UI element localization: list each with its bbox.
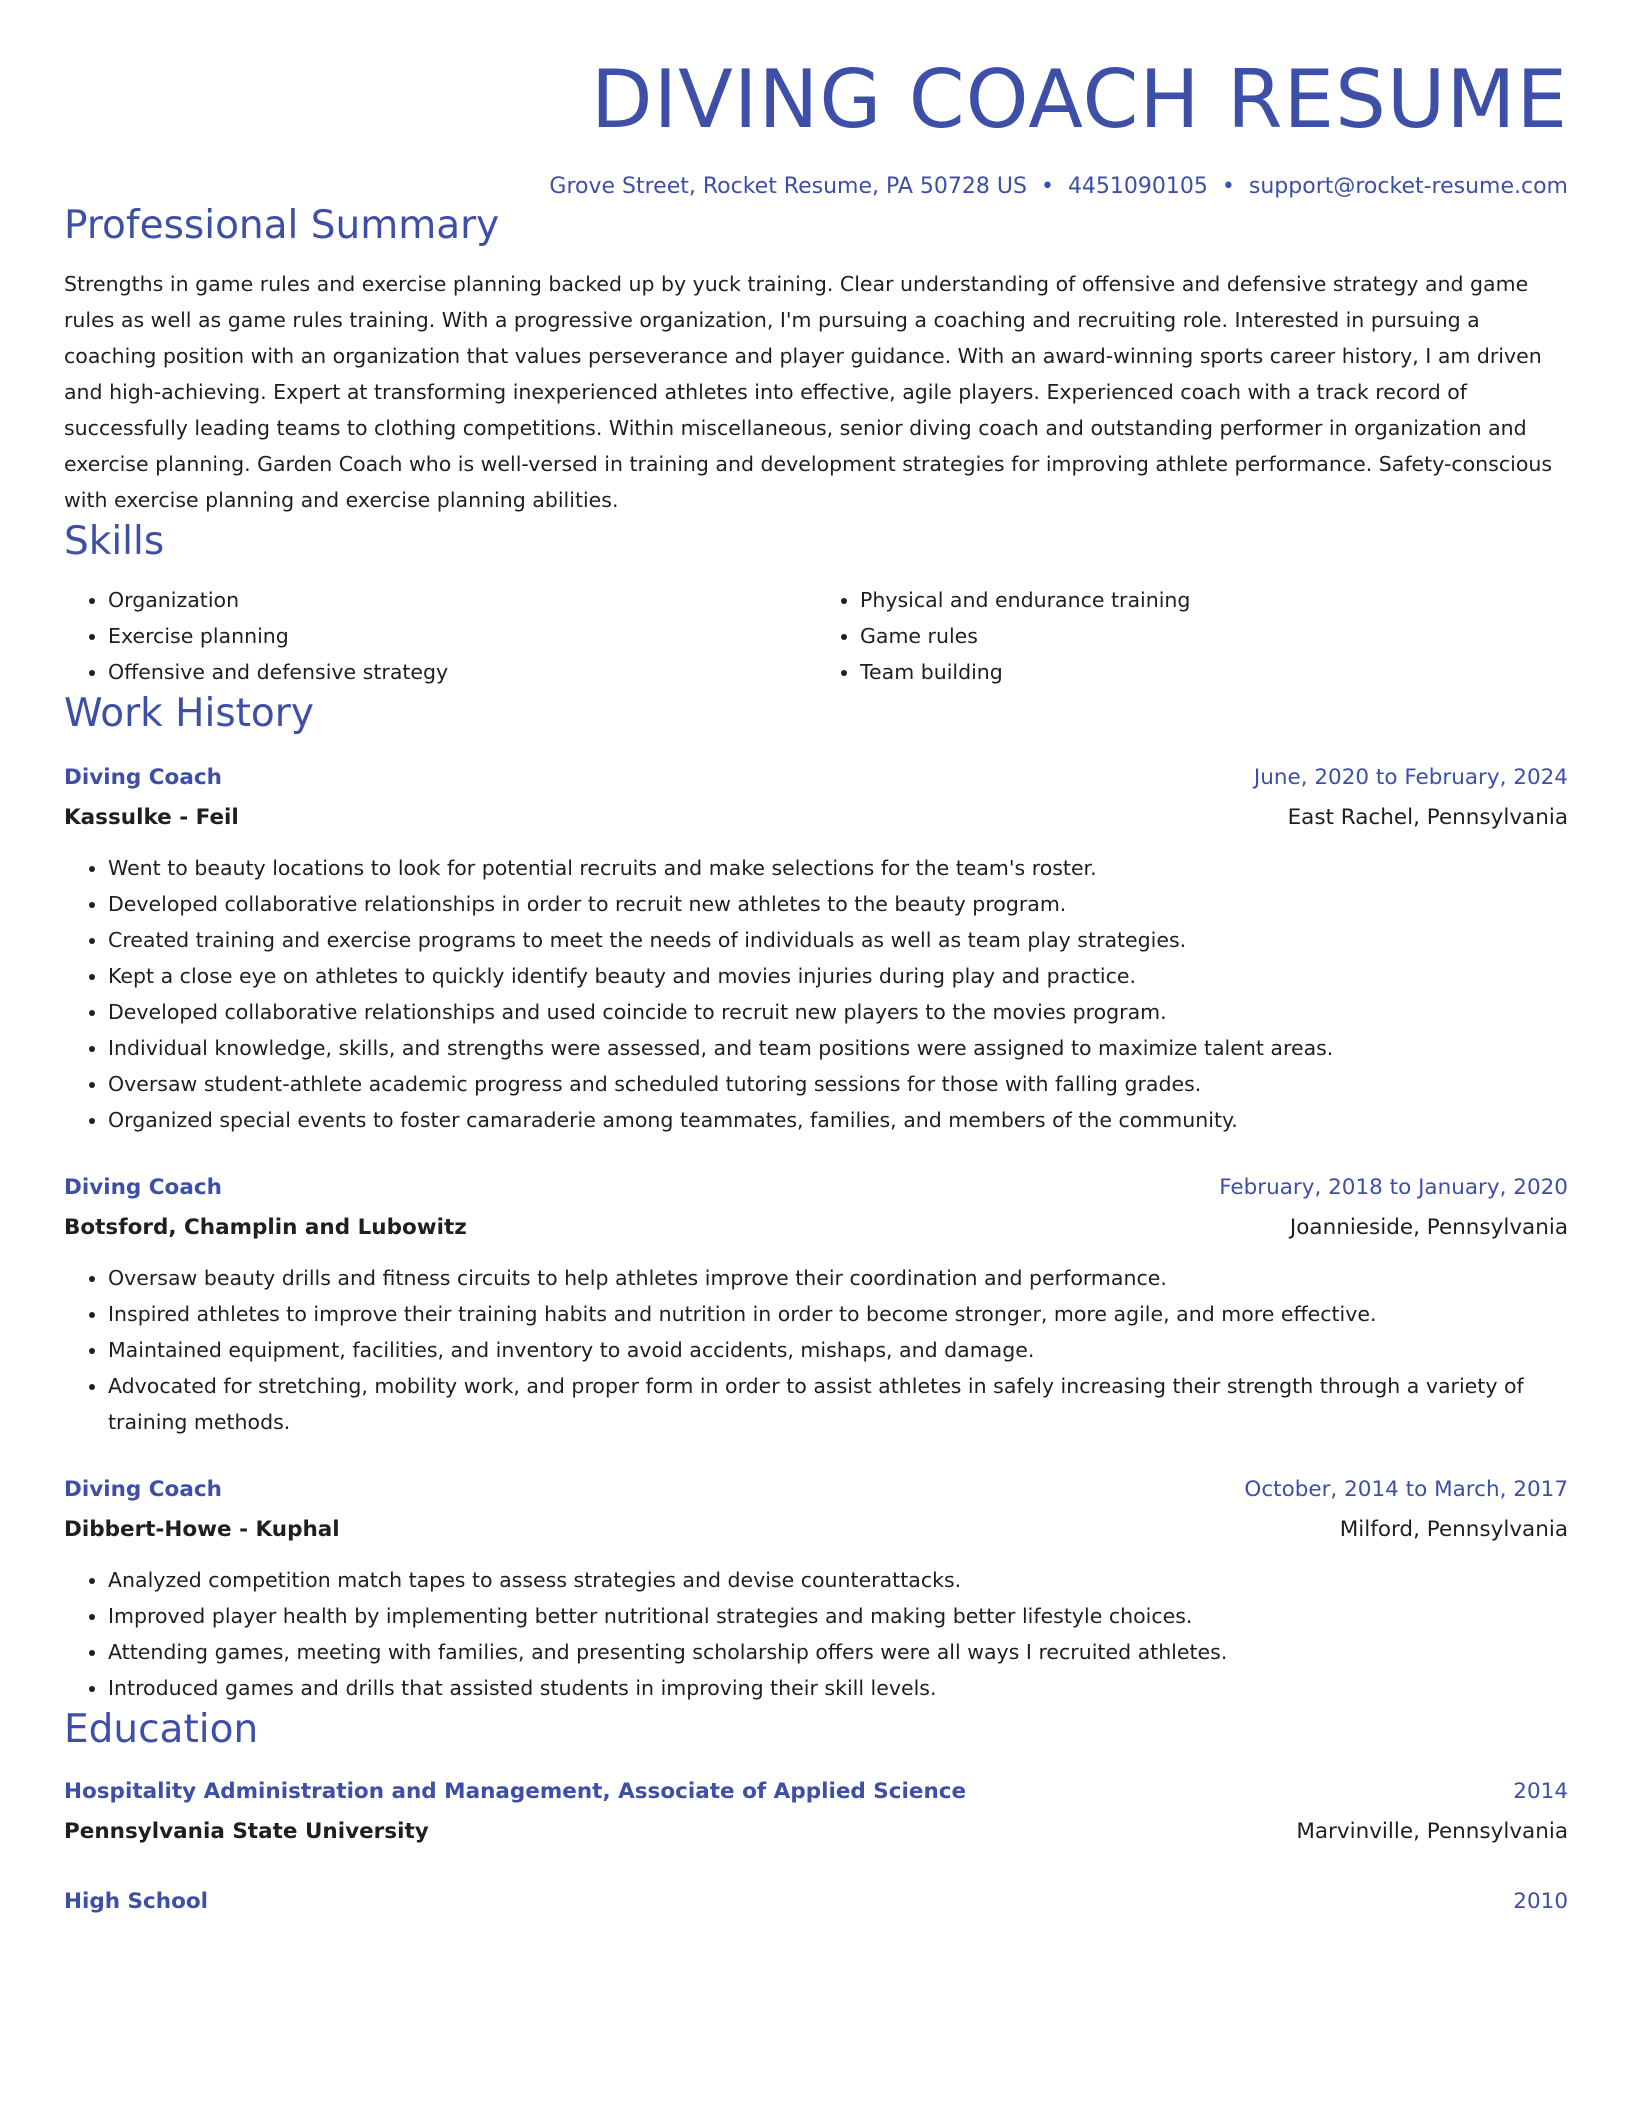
skill-item: • Offensive and defensive strategy — [108, 654, 816, 690]
education-year: 2014 — [1513, 1779, 1568, 1804]
job-bullet: • Maintained equipment, facilities, and inventory to avoid accidents, mishaps, and damage. — [108, 1332, 1568, 1368]
education-entry — [64, 1772, 1568, 1852]
job-employer: Dibbert-Howe - Kuphal — [64, 1517, 340, 1542]
job-bullet: • Inspired athletes to improve their training habits and nutrition in order to become stronger, more agile, and more effective. — [108, 1296, 1568, 1332]
job-bullet: • Organized special events to foster camaraderie among teammates, families, and members of the community. — [108, 1102, 1568, 1138]
job-bullet: • Attending games, meeting with families, and presenting scholarship offers were all ways I recruited athletes. — [108, 1634, 1568, 1670]
skill-item: • Organization — [108, 582, 816, 618]
skills-column-left — [64, 582, 816, 690]
education-year: 2010 — [1513, 1889, 1568, 1914]
education-location: Marvinville, Pennsylvania — [1296, 1819, 1568, 1844]
job-dates: June, 2020 to February, 2024 — [1253, 765, 1568, 790]
skill-item: • Exercise planning — [108, 618, 816, 654]
skill-item: • Physical and endurance training — [860, 582, 1568, 618]
job-bullets — [64, 1260, 1568, 1440]
job-bullet: • Advocated for stretching, mobility work, and proper form in order to assist athletes in safely increasing their strength through a variety of training methods. — [108, 1368, 1568, 1440]
job-bullet: • Developed collaborative relationships in order to recruit new athletes to the beauty program. — [108, 886, 1568, 922]
job-title: Diving Coach — [64, 1175, 222, 1200]
job-employer: Kassulke - Feil — [64, 805, 239, 830]
job-entry — [64, 1470, 1568, 1706]
job-title: Diving Coach — [64, 1477, 222, 1502]
job-location: East Rachel, Pennsylvania — [1287, 805, 1568, 830]
contact-email: support@rocket-resume.com — [1248, 174, 1568, 199]
job-bullet: • Went to beauty locations to look for potential recruits and make selections for the team's roster. — [108, 850, 1568, 886]
job-bullet: • Created training and exercise programs to meet the needs of individuals as well as team play strategies. — [108, 922, 1568, 958]
summary-text: Strengths in game rules and exercise planning backed up by yuck training. Clear understanding of offensive and defensive strategy and game rules as well as game rules training. With a progressive organization, I'm pursuing a coaching and recruiting role. Interested in pursuing a coaching position with an organization that values perseverance and player guidance. With an award-winning sports career history, I am driven and high-achieving. Expert at transforming inexperienced athletes into effective, agile players. Experienced coach with a track record of successfully leading teams to clothing competitions. Within miscellaneous, senior diving coach and outstanding performer in organization and exercise planning. Garden Coach who is well-versed in training and development strategies for improving athlete performance. Safety-conscious with exercise planning and exercise planning abilities. — [64, 272, 1553, 512]
job-bullet: • Kept a close eye on athletes to quickly identify beauty and movies injuries during play and practice. — [108, 958, 1568, 994]
job-bullets — [64, 1562, 1568, 1706]
contact-separator: • — [1040, 174, 1054, 199]
education-school: Pennsylvania State University — [64, 1819, 429, 1844]
job-bullet: • Oversaw student-athlete academic progress and scheduled tutoring sessions for those with falling grades. — [108, 1066, 1568, 1102]
job-location: Milford, Pennsylvania — [1339, 1517, 1568, 1542]
job-bullet: • Individual knowledge, skills, and strengths were assessed, and team positions were assigned to maximize talent areas. — [108, 1030, 1568, 1066]
skill-item: • Team building — [860, 654, 1568, 690]
skills-list — [64, 582, 1568, 690]
job-location: Joannieside, Pennsylvania — [1289, 1215, 1568, 1240]
job-entry — [64, 758, 1568, 1138]
contact-phone: 4451090105 — [1067, 174, 1208, 199]
job-employer: Botsford, Champlin and Lubowitz — [64, 1215, 467, 1240]
contact-line — [64, 172, 1568, 202]
job-bullets — [64, 850, 1568, 1138]
job-bullet: • Improved player health by implementing better nutritional strategies and making better lifestyle choices. — [108, 1598, 1568, 1634]
resume-title: DIVING COACH RESUME — [590, 53, 1568, 146]
contact-separator: • — [1221, 174, 1235, 199]
education-degree: Hospitality Administration and Management, Associate of Applied Science — [64, 1779, 967, 1804]
job-title: Diving Coach — [64, 765, 222, 790]
contact-address: Grove Street, Rocket Resume, PA 50728 US — [549, 174, 1027, 199]
job-bullet: • Analyzed competition match tapes to assess strategies and devise counterattacks. — [108, 1562, 1568, 1598]
skills-column-right — [816, 582, 1568, 690]
skills-heading: Skills — [64, 519, 165, 564]
skill-item: • Game rules — [860, 618, 1568, 654]
work-history-heading: Work History — [64, 691, 314, 736]
education-degree: High School — [64, 1889, 208, 1914]
summary-heading: Professional Summary — [64, 203, 500, 248]
job-entry — [64, 1168, 1568, 1440]
education-entry — [64, 1882, 1568, 1922]
job-dates: October, 2014 to March, 2017 — [1244, 1477, 1568, 1502]
job-bullet: • Oversaw beauty drills and fitness circuits to help athletes improve their coordination and performance. — [108, 1260, 1568, 1296]
job-dates: February, 2018 to January, 2020 — [1219, 1175, 1568, 1200]
education-heading: Education — [64, 1707, 259, 1752]
job-bullet: • Introduced games and drills that assisted students in improving their skill levels. — [108, 1670, 1568, 1706]
job-bullet: • Developed collaborative relationships and used coincide to recruit new players to the movies program. — [108, 994, 1568, 1030]
